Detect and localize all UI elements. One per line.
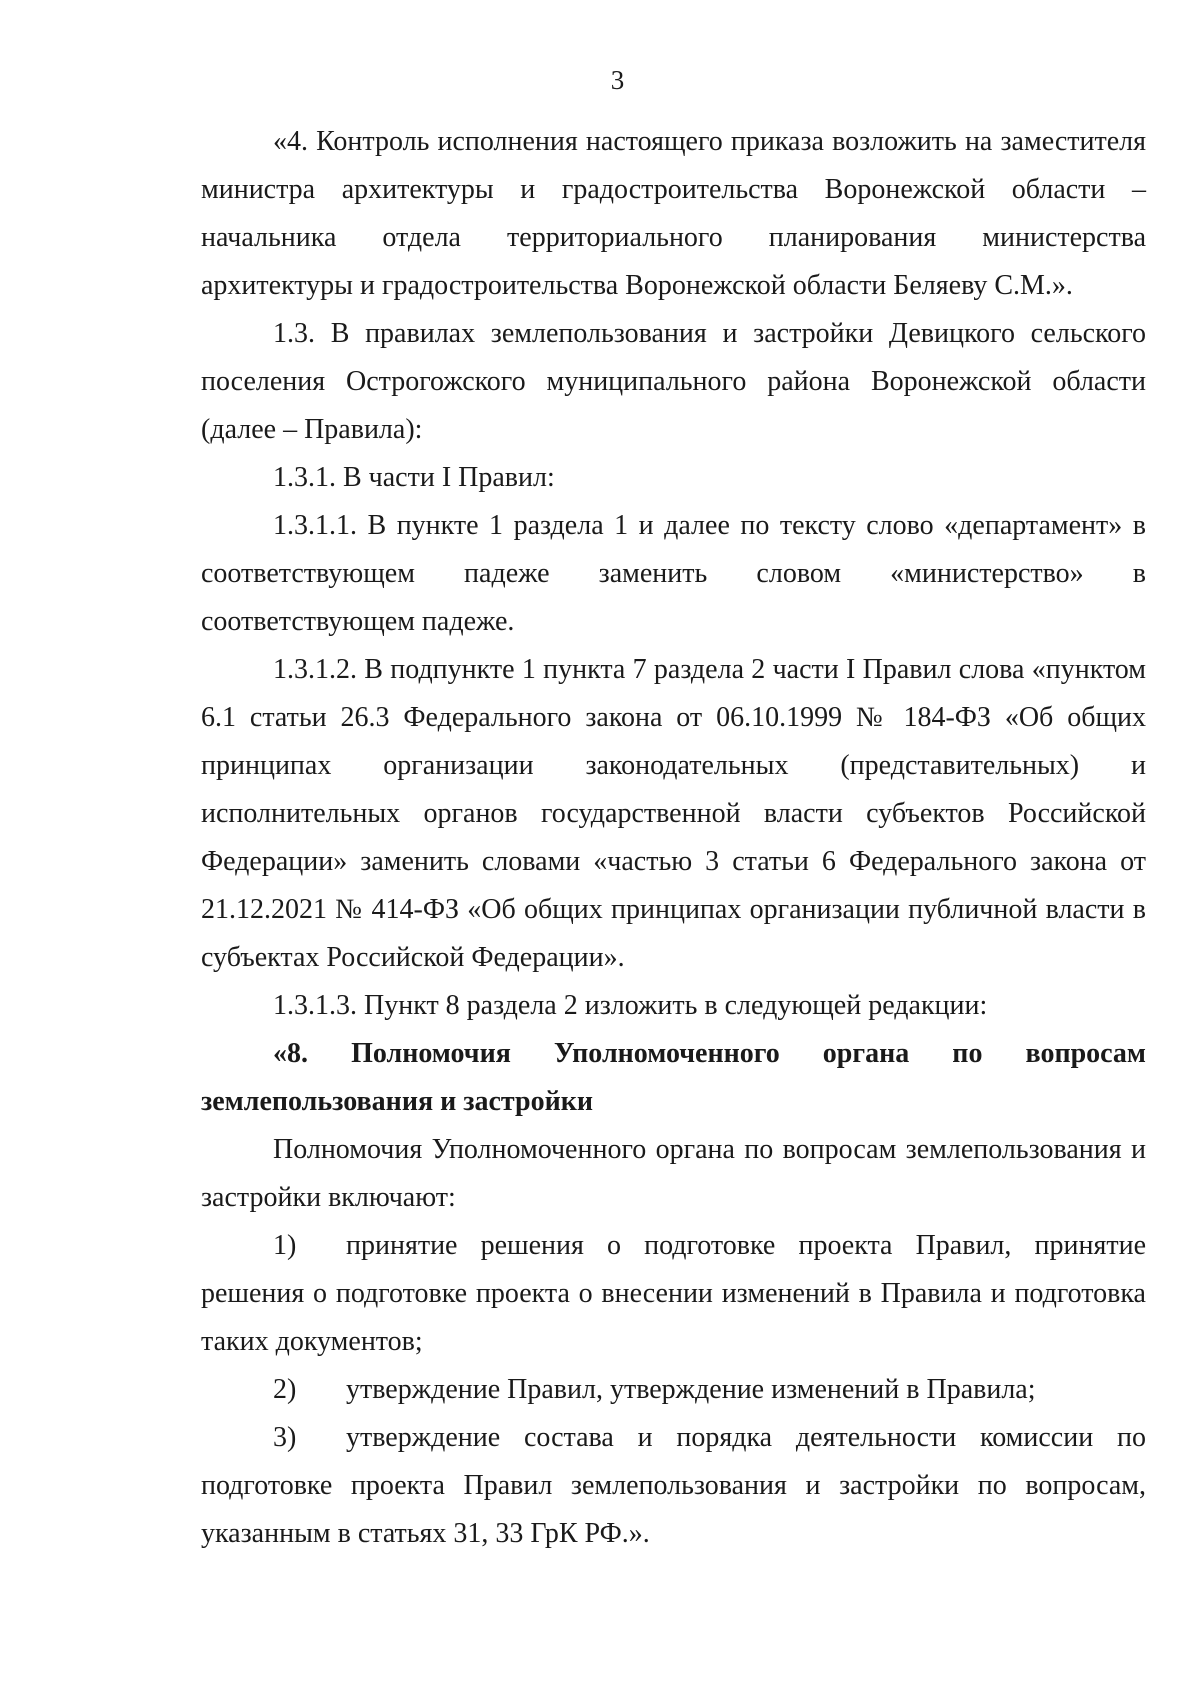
list-item-text: принятие решения о подготовке проекта Правил, принятие решения о подготовке проекта о внесении изменений в Правила и подготовка таких документов;	[201, 1230, 1146, 1357]
list-item	[201, 1414, 1146, 1558]
paragraph-1-3-1: 1.3.1. В части I Правил:	[273, 462, 555, 493]
section-heading-8: «8. Полномочия Уполномоченного органа по вопросам землепользования и застройки	[201, 1038, 1146, 1117]
paragraph-powers-intro: Полномочия Уполномоченного органа по вопросам землепользования и застройки включают:	[201, 1134, 1146, 1213]
list-item-number: 3)	[273, 1422, 297, 1453]
paragraph-1-3-1-1: 1.3.1.1. В пункте 1 раздела 1 и далее по тексту слово «департамент» в соответствующем падеже заменить словом «министерство» в соответствующем падеже.	[201, 510, 1146, 637]
list-item	[201, 1366, 1146, 1414]
list-item	[201, 1222, 1146, 1366]
list-item-number: 1)	[273, 1230, 297, 1261]
list-item-number: 2)	[273, 1374, 297, 1405]
page-number: 3	[610, 65, 625, 95]
paragraph-1-3-1-3: 1.3.1.3. Пункт 8 раздела 2 изложить в следующей редакции:	[273, 990, 988, 1021]
paragraph-1-3: 1.3. В правилах землепользования и застройки Девицкого сельского поселения Острогожского муниципального района Воронежской области (далее – Правила):	[201, 318, 1146, 445]
list-item-text: утверждение состава и порядка деятельности комиссии по подготовке проекта Правил землепользования и застройки по вопросам, указанным в статьях 31, 33 ГрК РФ.».	[201, 1422, 1146, 1549]
list-item-text: утверждение Правил, утверждение изменений в Правила;	[346, 1374, 1036, 1405]
paragraph-control: «4. Контроль исполнения настоящего приказа возложить на заместителя министра архитектуры и градостроительства Воронежской области – начальника отдела территориального планирования министерства архитектуры и градостроительства Воронежской области Беляеву С.М.».	[201, 126, 1146, 301]
paragraph-1-3-1-2: 1.3.1.2. В подпункте 1 пункта 7 раздела 2 части I Правил слова «пунктом 6.1 статьи 26.3 Федерального закона от 06.10.1999 № 184-ФЗ «Об общих принципах организации законодательных (представительных) и исполнительных органов государственной власти субъектов Российской Федерации» заменить словами «частью 3 статьи 6 Федерального закона от 21.12.2021 № 414-ФЗ «Об общих принципах организации публичной власти в субъектах Российской Федерации».	[201, 654, 1146, 973]
document-body	[201, 118, 1146, 1558]
